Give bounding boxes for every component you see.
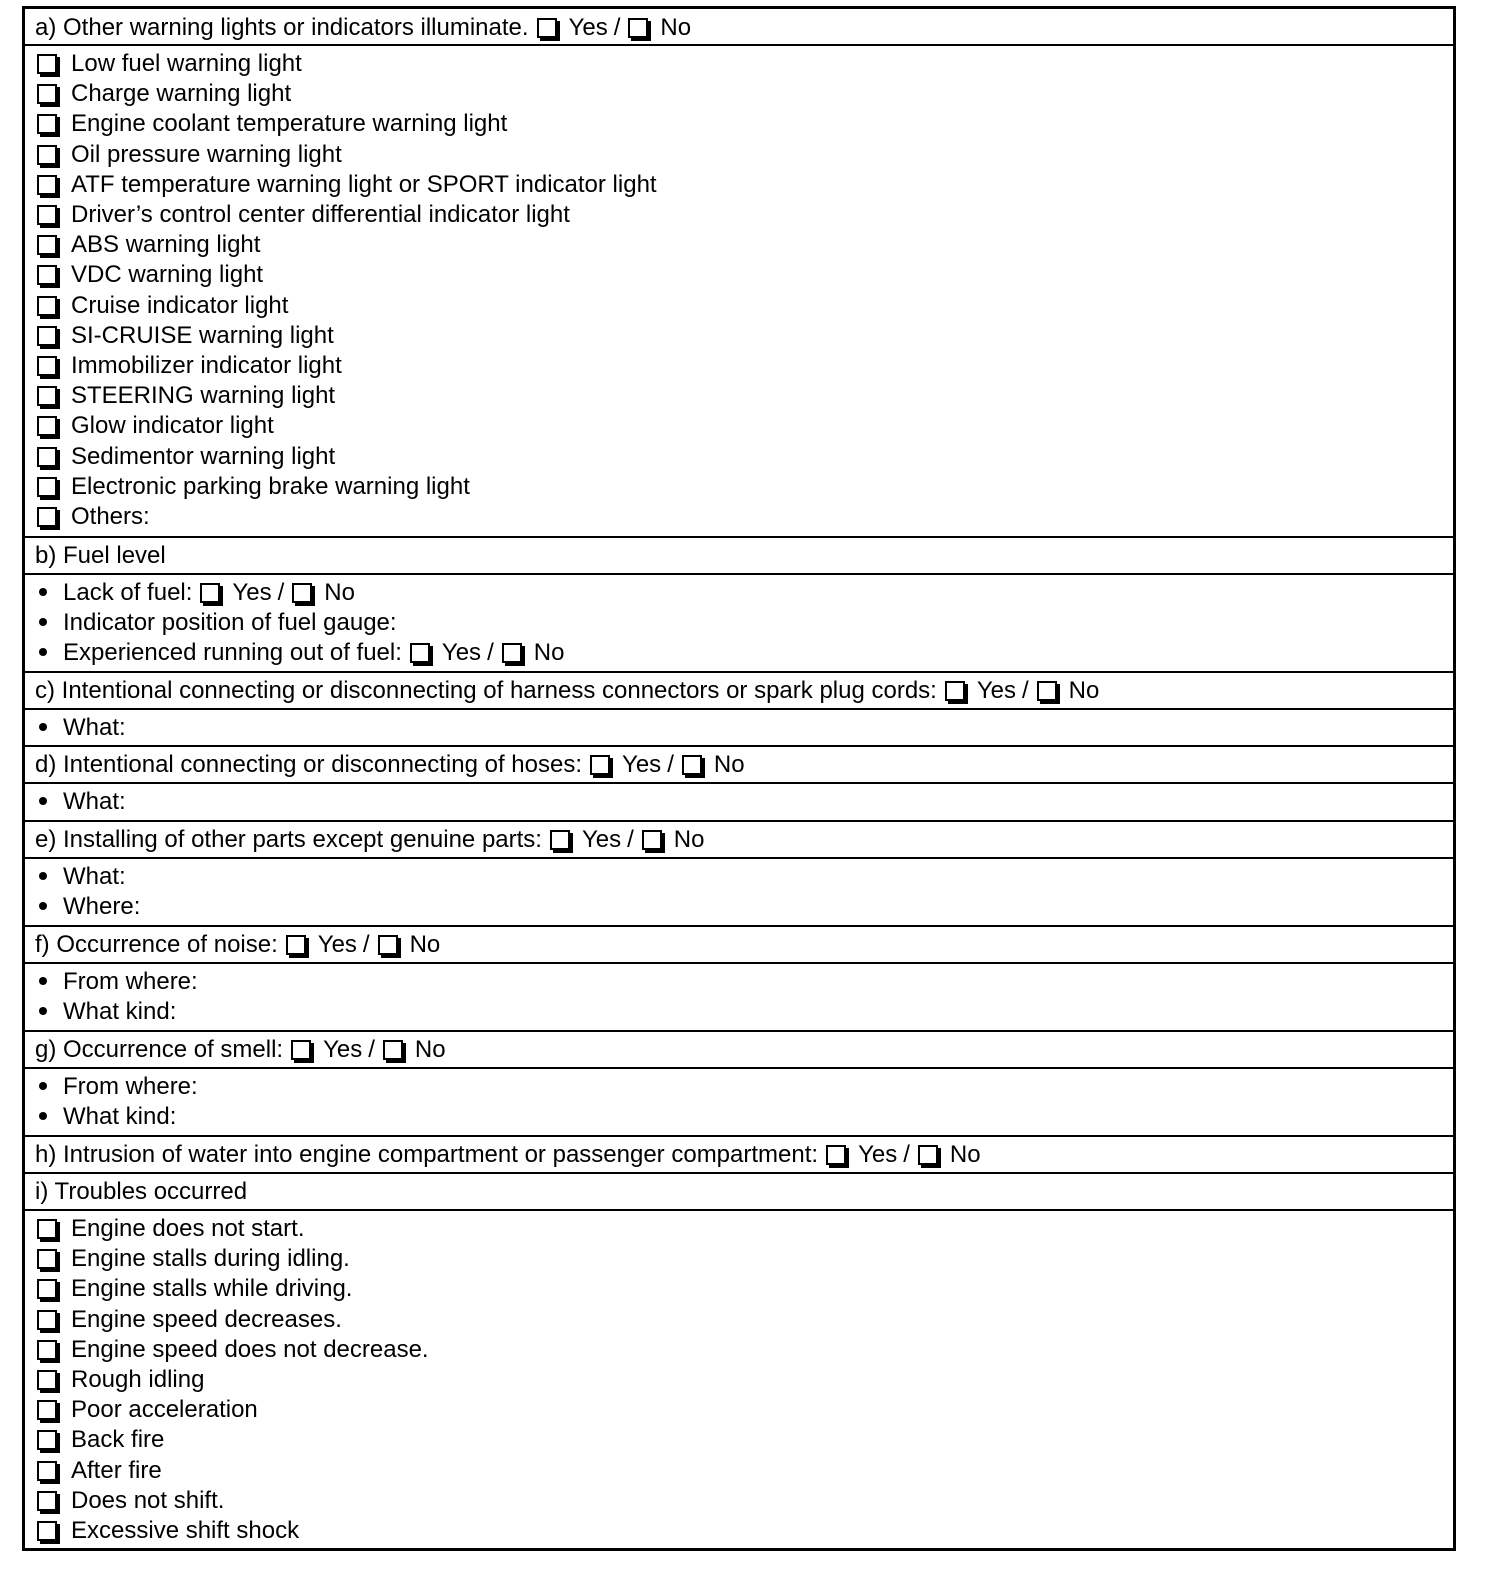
trouble-item-row bbox=[37, 1214, 1453, 1244]
trouble-item-checkbox[interactable] bbox=[37, 1279, 57, 1299]
section-g-body bbox=[25, 1069, 1453, 1137]
bullet bbox=[39, 977, 47, 985]
ran-out-label: Experienced running out of fuel: bbox=[63, 639, 402, 666]
section-c-no-checkbox[interactable] bbox=[1037, 681, 1057, 701]
yes-label: Yes bbox=[858, 1141, 898, 1168]
trouble-item-label: Engine does not start. bbox=[71, 1215, 305, 1242]
warning-light-item-checkbox[interactable] bbox=[37, 114, 57, 134]
section-e-header bbox=[25, 822, 1453, 859]
trouble-item-checkbox[interactable] bbox=[37, 1249, 57, 1269]
trouble-item-checkbox[interactable] bbox=[37, 1219, 57, 1239]
no-label: No bbox=[713, 751, 745, 778]
trouble-item-checkbox[interactable] bbox=[37, 1461, 57, 1481]
bullet bbox=[39, 797, 47, 805]
warning-light-item-label: Oil pressure warning light bbox=[71, 140, 342, 168]
trouble-item-checkbox[interactable] bbox=[37, 1400, 57, 1420]
list-item bbox=[37, 787, 1453, 817]
section-c-body bbox=[25, 710, 1453, 747]
no-label: No bbox=[660, 14, 692, 41]
yes-label: Yes bbox=[317, 931, 357, 958]
slash: / bbox=[1022, 677, 1029, 704]
warning-light-item-row bbox=[37, 260, 1453, 290]
section-a-yes-checkbox[interactable] bbox=[537, 18, 557, 38]
slash: / bbox=[362, 931, 370, 958]
lack-of-fuel-no-checkbox[interactable] bbox=[292, 583, 312, 603]
list-item bbox=[37, 1102, 1453, 1132]
list-item bbox=[37, 1072, 1453, 1102]
list-item bbox=[37, 713, 1453, 743]
slash: / bbox=[667, 751, 674, 778]
where-label: Where: bbox=[63, 893, 141, 920]
from-where-label: From where: bbox=[63, 1073, 198, 1100]
trouble-item-row bbox=[37, 1516, 1453, 1546]
warning-light-item-checkbox[interactable] bbox=[37, 54, 57, 74]
trouble-item-row bbox=[37, 1395, 1453, 1425]
warning-light-item-row bbox=[37, 381, 1453, 411]
section-e-body bbox=[25, 859, 1453, 927]
yes-label: Yes bbox=[568, 14, 608, 41]
slash: / bbox=[487, 639, 494, 666]
warning-light-item-checkbox[interactable] bbox=[37, 265, 57, 285]
trouble-item-row bbox=[37, 1456, 1453, 1486]
warning-light-item-label: SI-CRUISE warning light bbox=[71, 321, 334, 349]
warning-light-item-checkbox[interactable] bbox=[37, 296, 57, 316]
warning-light-item-label: Glow indicator light bbox=[71, 412, 274, 440]
slash: / bbox=[277, 579, 285, 606]
trouble-item-checkbox[interactable] bbox=[37, 1340, 57, 1360]
warning-light-item-checkbox[interactable] bbox=[37, 447, 57, 467]
warning-light-item-row bbox=[37, 351, 1453, 381]
lack-of-fuel-yes-checkbox[interactable] bbox=[200, 583, 220, 603]
yes-label: Yes bbox=[441, 639, 482, 666]
no-label: No bbox=[324, 579, 355, 606]
slash: / bbox=[627, 826, 634, 853]
warning-light-item-row bbox=[37, 291, 1453, 321]
trouble-item-checkbox[interactable] bbox=[37, 1370, 57, 1390]
trouble-item-label: Does not shift. bbox=[71, 1486, 225, 1514]
warning-light-item-label: Immobilizer indicator light bbox=[71, 352, 342, 379]
warning-light-item-label: Engine coolant temperature warning light bbox=[71, 110, 508, 138]
no-label: No bbox=[949, 1141, 981, 1168]
warning-light-item-row bbox=[37, 49, 1453, 79]
trouble-item-label: Back fire bbox=[71, 1426, 165, 1454]
warning-light-item-label: ABS warning light bbox=[71, 231, 261, 259]
list-item bbox=[37, 608, 1453, 638]
section-a-title: a) Other warning lights or indicators illuminate. bbox=[35, 14, 529, 41]
list-item bbox=[37, 967, 1453, 997]
warning-light-item-checkbox[interactable] bbox=[37, 356, 57, 376]
yes-label: Yes bbox=[976, 677, 1016, 704]
indicator-position-label: Indicator position of fuel gauge: bbox=[63, 609, 397, 636]
warning-light-item-label: VDC warning light bbox=[71, 261, 264, 289]
section-i-header bbox=[25, 1174, 1453, 1211]
no-label: No bbox=[414, 1036, 446, 1063]
what-kind-label: What kind: bbox=[63, 998, 177, 1025]
trouble-item-checkbox[interactable] bbox=[37, 1491, 57, 1511]
list-item bbox=[37, 862, 1453, 892]
trouble-item-label: Engine speed decreases. bbox=[71, 1305, 342, 1333]
warning-light-item-row bbox=[37, 321, 1453, 351]
warning-light-item-row bbox=[37, 79, 1453, 109]
list-item bbox=[37, 578, 1453, 608]
section-g-yes-checkbox[interactable] bbox=[291, 1040, 311, 1060]
warning-light-item-checkbox[interactable] bbox=[37, 507, 57, 527]
section-h-header bbox=[25, 1137, 1453, 1174]
warning-light-item-row bbox=[37, 411, 1453, 441]
what-label: What: bbox=[63, 788, 126, 815]
bullet bbox=[39, 1082, 47, 1090]
yes-label: Yes bbox=[622, 751, 662, 778]
trouble-item-checkbox[interactable] bbox=[37, 1310, 57, 1330]
trouble-item-label: Engine stalls during idling. bbox=[71, 1245, 350, 1273]
warning-light-item-checkbox[interactable] bbox=[37, 477, 57, 497]
warning-light-item-label: Sedimentor warning light bbox=[71, 442, 336, 470]
warning-light-item-row bbox=[37, 502, 1453, 532]
warning-light-item-label: Cruise indicator light bbox=[71, 291, 289, 319]
section-i-items bbox=[25, 1211, 1453, 1548]
warning-light-item-row bbox=[37, 109, 1453, 139]
section-f-body bbox=[25, 964, 1453, 1032]
section-d-title: d) Intentional connecting or disconnecting of hoses: bbox=[35, 751, 583, 778]
warning-light-item-checkbox[interactable] bbox=[37, 145, 57, 165]
trouble-item-label: Rough idling bbox=[71, 1366, 205, 1393]
trouble-item-row bbox=[37, 1425, 1453, 1455]
bullet bbox=[39, 872, 47, 880]
section-g-header bbox=[25, 1032, 1453, 1069]
no-label: No bbox=[533, 639, 565, 666]
trouble-item-row bbox=[37, 1244, 1453, 1274]
warning-light-item-row bbox=[37, 230, 1453, 260]
trouble-item-checkbox[interactable] bbox=[37, 1521, 57, 1541]
section-a-header bbox=[25, 9, 1453, 46]
ran-out-no-checkbox[interactable] bbox=[502, 643, 522, 663]
bullet bbox=[39, 588, 47, 596]
warning-light-item-row bbox=[37, 170, 1453, 200]
section-f-title: f) Occurrence of noise: bbox=[35, 931, 278, 958]
trouble-item-label: Excessive shift shock bbox=[71, 1517, 300, 1544]
bullet bbox=[39, 648, 47, 656]
trouble-item-label: Poor acceleration bbox=[71, 1396, 258, 1424]
warning-light-item-label: Others: bbox=[71, 503, 150, 530]
bullet bbox=[39, 902, 47, 910]
warning-light-item-label: Electronic parking brake warning light bbox=[71, 472, 470, 500]
slash: / bbox=[613, 14, 621, 41]
section-f-no-checkbox[interactable] bbox=[378, 935, 398, 955]
warning-light-item-label: ATF temperature warning light or SPORT indicator light bbox=[71, 170, 657, 198]
section-b-body bbox=[25, 575, 1453, 673]
lack-of-fuel-label: Lack of fuel: bbox=[63, 579, 193, 606]
trouble-item-label: Engine stalls while driving. bbox=[71, 1275, 353, 1303]
trouble-item-row bbox=[37, 1335, 1453, 1365]
section-d-body bbox=[25, 784, 1453, 822]
trouble-item-row bbox=[37, 1486, 1453, 1516]
what-kind-label: What kind: bbox=[63, 1103, 177, 1130]
section-c-header bbox=[25, 673, 1453, 710]
section-a-items bbox=[25, 46, 1453, 538]
bullet bbox=[39, 1007, 47, 1015]
warning-light-item-label: Charge warning light bbox=[71, 80, 292, 108]
section-i-title: i) Troubles occurred bbox=[35, 1178, 248, 1205]
section-c-yes-checkbox[interactable] bbox=[945, 681, 965, 701]
what-label: What: bbox=[63, 714, 126, 741]
warning-light-item-row bbox=[37, 472, 1453, 502]
warning-light-item-row bbox=[37, 442, 1453, 472]
list-item bbox=[37, 638, 1453, 668]
warning-light-item-checkbox[interactable] bbox=[37, 175, 57, 195]
warning-light-item-label: Low fuel warning light bbox=[71, 50, 302, 77]
section-h-no-checkbox[interactable] bbox=[918, 1145, 938, 1165]
trouble-item-label: Engine speed does not decrease. bbox=[71, 1335, 429, 1363]
trouble-item-checkbox[interactable] bbox=[37, 1430, 57, 1450]
section-g-title: g) Occurrence of smell: bbox=[35, 1036, 284, 1063]
trouble-item-row bbox=[37, 1365, 1453, 1395]
section-e-title: e) Installing of other parts except genuine parts: bbox=[35, 826, 542, 853]
section-b-title: b) Fuel level bbox=[35, 542, 166, 569]
no-label: No bbox=[673, 826, 705, 853]
warning-light-item-row bbox=[37, 140, 1453, 170]
section-f-header bbox=[25, 927, 1453, 964]
warning-light-item-checkbox[interactable] bbox=[37, 416, 57, 436]
section-a-no-checkbox[interactable] bbox=[628, 18, 648, 38]
section-c-title: c) Intentional connecting or disconnecting of harness connectors or spark plug cords: bbox=[35, 677, 937, 704]
slash: / bbox=[368, 1036, 375, 1063]
section-b-header bbox=[25, 538, 1453, 575]
list-item bbox=[37, 892, 1453, 922]
from-where-label: From where: bbox=[63, 968, 198, 995]
warning-light-item-label: Driver’s control center differential indicator light bbox=[71, 201, 570, 228]
yes-label: Yes bbox=[323, 1036, 363, 1063]
what-label: What: bbox=[63, 863, 126, 890]
section-d-yes-checkbox[interactable] bbox=[590, 755, 610, 775]
warning-light-item-checkbox[interactable] bbox=[37, 84, 57, 104]
list-item bbox=[37, 997, 1453, 1027]
section-g-no-checkbox[interactable] bbox=[383, 1040, 403, 1060]
yes-label: Yes bbox=[581, 826, 622, 853]
warning-light-item-checkbox[interactable] bbox=[37, 326, 57, 346]
warning-light-item-label: STEERING warning light bbox=[71, 382, 336, 410]
warning-light-item-row bbox=[37, 200, 1453, 230]
section-e-no-checkbox[interactable] bbox=[642, 830, 662, 850]
section-h-yes-checkbox[interactable] bbox=[826, 1145, 846, 1165]
trouble-item-row bbox=[37, 1305, 1453, 1335]
section-e-yes-checkbox[interactable] bbox=[550, 830, 570, 850]
ran-out-yes-checkbox[interactable] bbox=[410, 643, 430, 663]
warning-light-item-checkbox[interactable] bbox=[37, 235, 57, 255]
bullet bbox=[39, 723, 47, 731]
bullet bbox=[39, 1112, 47, 1120]
section-d-header bbox=[25, 747, 1453, 784]
trouble-item-label: After fire bbox=[71, 1456, 162, 1484]
yes-label: Yes bbox=[232, 579, 272, 606]
section-h-title: h) Intrusion of water into engine compartment or passenger compartment: bbox=[35, 1141, 819, 1168]
no-label: No bbox=[409, 931, 441, 958]
questionnaire-form bbox=[22, 6, 1456, 1551]
section-d-no-checkbox[interactable] bbox=[682, 755, 702, 775]
slash: / bbox=[903, 1141, 910, 1168]
no-label: No bbox=[1068, 677, 1100, 704]
bullet bbox=[39, 618, 47, 626]
warning-light-item-checkbox[interactable] bbox=[37, 205, 57, 225]
trouble-item-row bbox=[37, 1274, 1453, 1304]
warning-light-item-checkbox[interactable] bbox=[37, 386, 57, 406]
section-f-yes-checkbox[interactable] bbox=[286, 935, 306, 955]
